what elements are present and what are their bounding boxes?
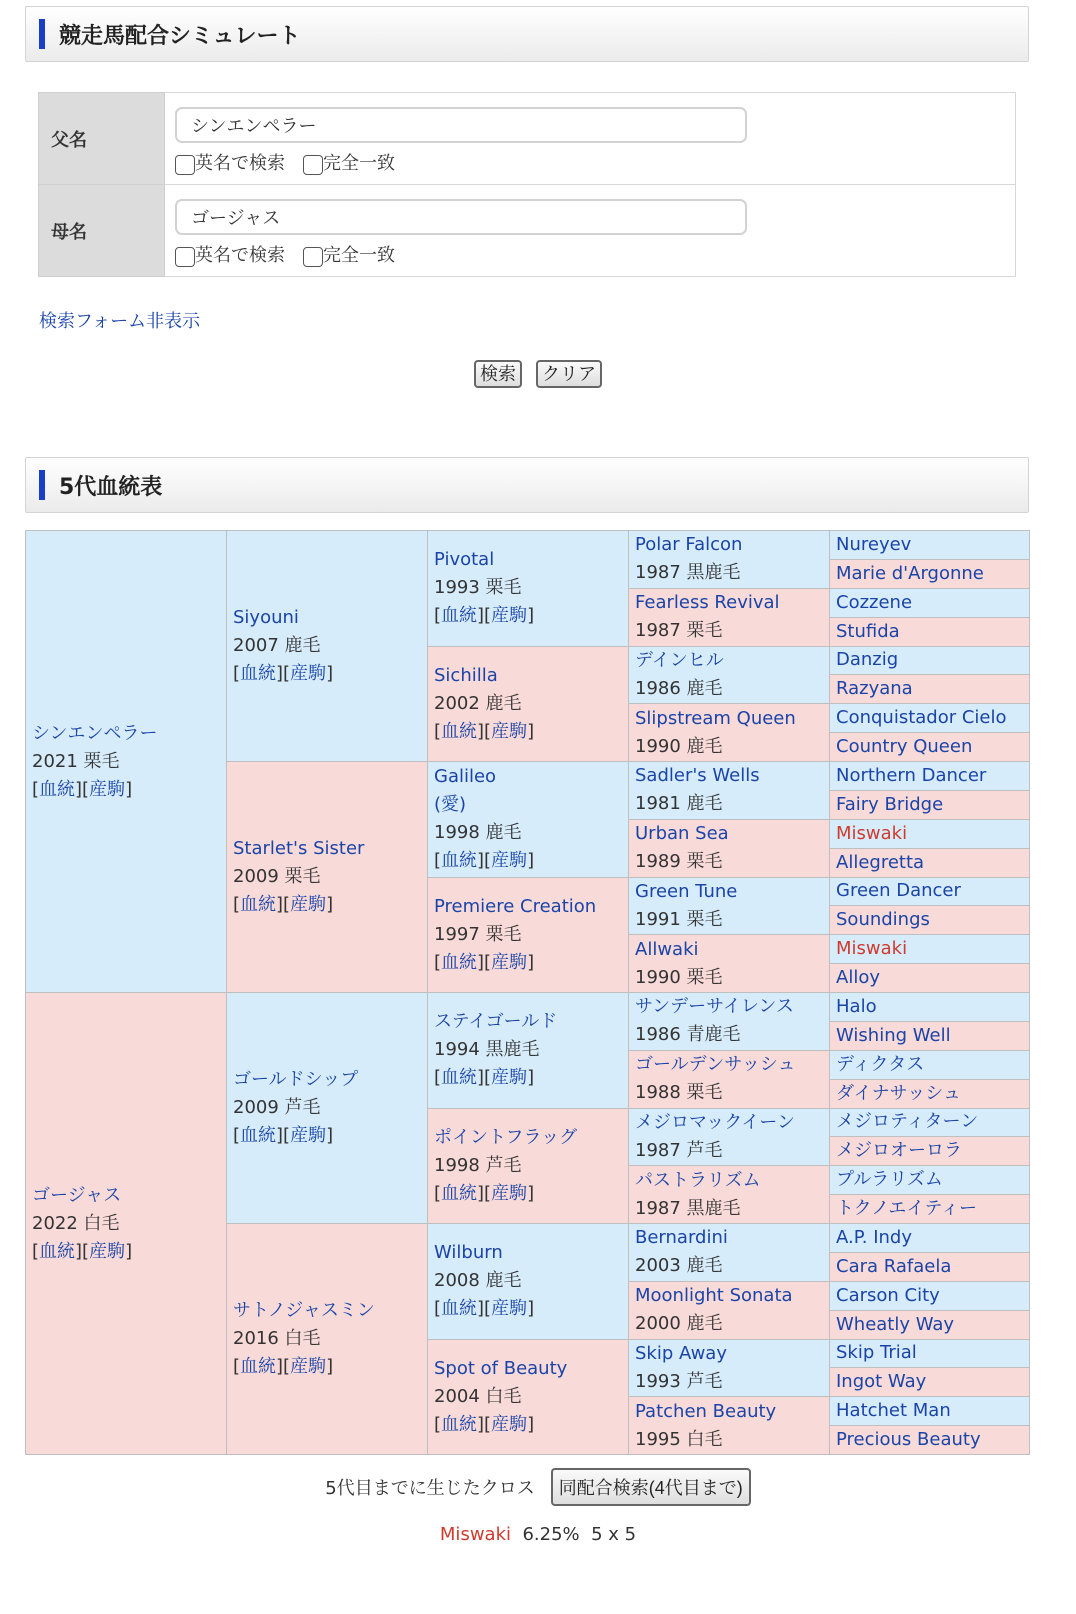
pedigree-cell-g4: [629, 1224, 830, 1282]
cross-pattern: 5 x 5: [591, 1524, 637, 1545]
horse-name[interactable]: Moonlight Sonata: [635, 1285, 793, 1307]
cross-horse-name[interactable]: Miswaki: [439, 1524, 511, 1545]
horse-name[interactable]: Carson City: [836, 1284, 940, 1306]
pedigree-cell-g5: [830, 877, 1030, 906]
horse-info: 1981 鹿毛: [635, 793, 723, 815]
horse-name[interactable]: Slipstream Queen: [635, 707, 796, 729]
horse-links: [血統][産駒]: [233, 894, 334, 915]
pedigree-cell-g1: [26, 993, 227, 1455]
horse-info: 1986 青鹿毛: [635, 1024, 741, 1046]
horse-name[interactable]: Sichilla: [434, 664, 498, 686]
pedigree-link[interactable]: 血統: [240, 1356, 277, 1377]
pedigree-cell-g4: [629, 935, 830, 993]
horse-name[interactable]: Conquistador Cielo: [836, 707, 1007, 729]
horse-info: 1991 栗毛: [635, 908, 723, 930]
horse-name[interactable]: ステイゴールド: [434, 1011, 558, 1033]
horse-links: [血統][産駒]: [434, 605, 535, 627]
pedigree-cell-g2: [227, 762, 428, 993]
horse-info: 2000 鹿毛: [635, 1313, 723, 1335]
horse-name[interactable]: Skip Away: [635, 1342, 727, 1364]
horse-links: [血統][産駒]: [434, 951, 535, 973]
pedigree-cell-g5: [830, 704, 1030, 733]
pedigree-cell-g2: [227, 1224, 428, 1455]
horse-name[interactable]: Sadler's Wells: [635, 765, 760, 787]
pedigree-cell-g5: [830, 1368, 1030, 1397]
pedigree-cell-g4: [629, 877, 830, 935]
horse-name[interactable]: Cara Rafaela: [836, 1255, 952, 1277]
pedigree-cell-g5: [830, 675, 1030, 704]
pedigree-link[interactable]: 血統: [441, 1182, 478, 1204]
pedigree-cell-g3: [428, 646, 629, 762]
horse-links: [血統][産駒]: [434, 1413, 535, 1435]
sire-english-option[interactable]: [175, 149, 285, 175]
sire-english-label: 英名で検索: [195, 152, 285, 174]
sire-label: 父名: [39, 93, 165, 185]
pedigree-row: [26, 531, 1030, 560]
horse-name[interactable]: Green Tune: [635, 880, 738, 902]
horse-name[interactable]: ゴールドシップ: [233, 1069, 359, 1090]
horse-info: 1993 栗毛: [434, 577, 522, 599]
horse-info: 1990 鹿毛: [635, 735, 723, 757]
pedigree-cell-g3: [428, 993, 629, 1109]
horse-name[interactable]: Galileo: [434, 766, 497, 788]
horse-name[interactable]: Precious Beauty: [836, 1429, 981, 1451]
sire-exact-label: 完全一致: [323, 152, 395, 174]
pedigree-cell-g5: [830, 1079, 1030, 1108]
horse-name[interactable]: サトノジャスミン: [233, 1300, 375, 1321]
dam-english-option[interactable]: [175, 241, 285, 267]
pedigree-cell-g4: [629, 819, 830, 877]
pedigree-cell-g5: [830, 848, 1030, 877]
search-button[interactable]: 検索: [474, 360, 522, 388]
horse-name[interactable]: Pivotal: [434, 549, 495, 571]
horse-name[interactable]: Fairy Bridge: [836, 793, 944, 815]
horse-info: 2007 鹿毛: [233, 635, 321, 656]
pedigree-cell-g4: [629, 1339, 830, 1397]
section-title-simulate: 競走馬配合シミュレート: [59, 23, 301, 49]
horse-origin: (愛): [434, 794, 467, 816]
horse-info: 2021 栗毛: [32, 750, 120, 772]
pedigree-cell-g3: [428, 762, 629, 878]
horse-links: [血統][産駒]: [233, 663, 334, 684]
sire-exact-checkbox[interactable]: [303, 155, 323, 175]
pedigree-cell-g5: [830, 1166, 1030, 1195]
horse-name[interactable]: メジロマックイーン: [635, 1111, 796, 1133]
sire-english-checkbox[interactable]: [175, 155, 195, 175]
horse-name[interactable]: Halo: [836, 995, 877, 1017]
pedigree-cell-g1: [26, 531, 227, 993]
pedigree-cell-g4: [629, 531, 830, 589]
pedigree-cell-g5: [830, 1281, 1030, 1310]
horse-info: 1987 黒鹿毛: [635, 1197, 741, 1219]
horse-info: 1994 黒鹿毛: [434, 1039, 540, 1061]
progeny-link[interactable]: 産駒: [491, 1298, 528, 1320]
pedigree-cell-g5: [830, 762, 1030, 791]
pedigree-cell-g5: [830, 1021, 1030, 1050]
pedigree-cell-g5: [830, 733, 1030, 762]
pedigree-cell-g2: [227, 993, 428, 1224]
pedigree-cell-g4: [629, 1281, 830, 1339]
horse-info: 1990 栗毛: [635, 966, 723, 988]
pedigree-cell-g3: [428, 1339, 629, 1455]
horse-links: [血統][産駒]: [434, 1298, 535, 1320]
pedigree-link[interactable]: 血統: [441, 720, 478, 742]
cross-section: [0, 1468, 1076, 1506]
pedigree-table: [25, 530, 1030, 1455]
progeny-link[interactable]: 産駒: [290, 894, 327, 915]
horse-name[interactable]: Cozzene: [836, 591, 913, 613]
horse-name[interactable]: ゴージャス: [32, 1184, 122, 1206]
horse-info: 1997 栗毛: [434, 923, 522, 945]
horse-name[interactable]: Skip Trial: [836, 1342, 917, 1364]
sire-name-input[interactable]: シンエンペラー: [175, 107, 747, 143]
horse-info: 1993 芦毛: [635, 1370, 723, 1392]
pedigree-cell-g5: [830, 1397, 1030, 1426]
progeny-link[interactable]: 産駒: [491, 1413, 528, 1435]
horse-info: 1998 芦毛: [434, 1154, 522, 1176]
horse-name[interactable]: メジロティターン: [836, 1111, 979, 1133]
progeny-link[interactable]: 産駒: [89, 1240, 126, 1262]
dam-english-checkbox[interactable]: [175, 247, 195, 267]
pedigree-link[interactable]: 血統: [441, 1298, 478, 1320]
horse-name[interactable]: Country Queen: [836, 736, 973, 758]
sire-exact-option[interactable]: [303, 149, 395, 175]
dam-english-label: 英名で検索: [195, 244, 285, 266]
horse-links: [血統][産駒]: [434, 720, 535, 742]
dam-row: [39, 185, 1016, 277]
pedigree-cell-g4: [629, 1166, 830, 1224]
horse-name[interactable]: デインヒル: [635, 649, 724, 671]
horse-links: [血統][産駒]: [233, 1125, 334, 1146]
horse-name[interactable]: トクノエイティー: [836, 1198, 977, 1220]
pedigree-cell-g5: [830, 906, 1030, 935]
horse-name[interactable]: ディクタス: [836, 1053, 925, 1075]
horse-name[interactable]: Allwaki: [635, 938, 699, 960]
dam-exact-checkbox[interactable]: [303, 247, 323, 267]
horse-info: 1998 鹿毛: [434, 822, 522, 844]
horse-info: 1989 栗毛: [635, 851, 723, 873]
horse-name[interactable]: メジロオーロラ: [836, 1140, 962, 1162]
horse-info: 2009 栗毛: [233, 866, 321, 887]
pedigree-cell-g4: [629, 1397, 830, 1455]
horse-links: [血統][産駒]: [32, 778, 133, 800]
horse-name[interactable]: プルラリズム: [836, 1169, 943, 1191]
horse-name[interactable]: Northern Dancer: [836, 764, 987, 786]
horse-name[interactable]: Hatchet Man: [836, 1400, 951, 1422]
pedigree-cell-g4: [629, 993, 830, 1051]
pedigree-cell-g5: [830, 1426, 1030, 1455]
horse-info: 2004 白毛: [434, 1385, 522, 1407]
horse-info: 2016 白毛: [233, 1328, 321, 1349]
horse-name[interactable]: Stufida: [836, 620, 900, 642]
pedigree-cell-g5: [830, 935, 1030, 964]
pedigree-row: [26, 993, 1030, 1022]
pedigree-cell-g4: [629, 588, 830, 646]
horse-name[interactable]: Miswaki: [836, 822, 908, 844]
horse-info: 1988 栗毛: [635, 1082, 723, 1104]
pedigree-cell-g5: [830, 1339, 1030, 1368]
horse-info: 2022 白毛: [32, 1212, 120, 1234]
clear-button[interactable]: クリア: [536, 360, 602, 388]
pedigree-cell-g4: [629, 762, 830, 820]
horse-name[interactable]: ゴールデンサッシュ: [635, 1054, 796, 1076]
pedigree-cell-g5: [830, 819, 1030, 848]
dam-exact-option[interactable]: [303, 241, 395, 267]
horse-name[interactable]: Siyouni: [233, 607, 299, 628]
horse-name[interactable]: Soundings: [836, 909, 930, 931]
pedigree-link[interactable]: 血統: [441, 951, 478, 973]
progeny-link[interactable]: 産駒: [290, 663, 327, 684]
form-buttons: [0, 360, 1076, 388]
horse-info: 2002 鹿毛: [434, 692, 522, 714]
horse-name[interactable]: Ingot Way: [836, 1371, 927, 1393]
horse-name[interactable]: Alloy: [836, 967, 880, 989]
horse-name[interactable]: ダイナサッシュ: [836, 1082, 961, 1104]
pedigree-cell-g4: [629, 1050, 830, 1108]
dam-exact-label: 完全一致: [323, 244, 395, 266]
horse-info: 1987 黒鹿毛: [635, 562, 741, 584]
horse-links: [血統][産駒]: [32, 1240, 133, 1262]
section-title-pedigree: 5代血統表: [59, 474, 163, 500]
pedigree-cell-g5: [830, 964, 1030, 993]
horse-info: 1987 芦毛: [635, 1139, 723, 1161]
pedigree-cell-g5: [830, 1108, 1030, 1137]
horse-name[interactable]: Danzig: [836, 649, 899, 671]
horse-name[interactable]: ポイントフラッグ: [434, 1126, 578, 1148]
horse-name[interactable]: A.P. Indy: [836, 1226, 913, 1248]
progeny-link[interactable]: 産駒: [491, 1067, 528, 1089]
pedigree-link[interactable]: 血統: [240, 1125, 277, 1146]
pedigree-cell-g3: [428, 877, 629, 993]
pedigree-link[interactable]: 血統: [240, 663, 277, 684]
search-form: [38, 92, 1016, 277]
pedigree-cell-g5: [830, 646, 1030, 675]
horse-name[interactable]: Starlet's Sister: [233, 838, 365, 859]
horse-name[interactable]: Green Dancer: [836, 880, 961, 902]
pedigree-cell-g3: [428, 1108, 629, 1224]
pedigree-cell-g5: [830, 531, 1030, 560]
section-header-pedigree: [25, 457, 1029, 513]
horse-info: 2009 芦毛: [233, 1097, 321, 1118]
horse-info: 1986 鹿毛: [635, 677, 723, 699]
horse-name[interactable]: Nureyev: [836, 533, 912, 555]
horse-name[interactable]: Allegretta: [836, 851, 925, 873]
header-accent-bar: [39, 470, 45, 500]
pedigree-cell-g2: [227, 531, 428, 762]
pedigree-cell-g5: [830, 1137, 1030, 1166]
pedigree-cell-g5: [830, 1252, 1030, 1281]
dam-label: 母名: [39, 185, 165, 277]
progeny-link[interactable]: 産駒: [491, 951, 528, 973]
pedigree-link[interactable]: 血統: [441, 850, 478, 872]
horse-info: 2003 鹿毛: [635, 1255, 723, 1277]
dam-name-input[interactable]: ゴージャス: [175, 199, 747, 235]
pedigree-cell-g4: [629, 646, 830, 704]
cross-result: [0, 1524, 1076, 1545]
horse-name[interactable]: パストラリズム: [635, 1169, 761, 1191]
horse-info: 1995 白毛: [635, 1428, 723, 1450]
pedigree-cell-g5: [830, 1310, 1030, 1339]
horse-name[interactable]: Spot of Beauty: [434, 1357, 568, 1379]
pedigree-link[interactable]: 血統: [441, 605, 478, 627]
horse-links: [血統][産駒]: [233, 1356, 334, 1377]
pedigree-cell-g5: [830, 617, 1030, 646]
pedigree-cell-g5: [830, 1195, 1030, 1224]
sire-row: [39, 93, 1016, 185]
horse-links: [血統][産駒]: [434, 1182, 535, 1204]
horse-name[interactable]: Wilburn: [434, 1242, 503, 1264]
horse-name[interactable]: Patchen Beauty: [635, 1400, 777, 1422]
pedigree-cell-g5: [830, 559, 1030, 588]
header-accent-bar: [39, 19, 45, 49]
same-mating-search-button[interactable]: 同配合検索(4代目まで): [551, 1468, 751, 1506]
horse-links: [血統][産駒]: [434, 850, 535, 872]
horse-name[interactable]: Wheatly Way: [836, 1313, 955, 1335]
horse-name[interactable]: Urban Sea: [635, 823, 729, 845]
section-header-simulate: [25, 6, 1029, 62]
horse-info: 2008 鹿毛: [434, 1270, 522, 1292]
progeny-link[interactable]: 産駒: [290, 1356, 327, 1377]
progeny-link[interactable]: 産駒: [491, 720, 528, 742]
pedigree-link[interactable]: 血統: [441, 1413, 478, 1435]
horse-name[interactable]: Fearless Revival: [635, 592, 780, 614]
horse-name[interactable]: Razyana: [836, 678, 913, 700]
pedigree-cell-g4: [629, 704, 830, 762]
progeny-link[interactable]: 産駒: [491, 850, 528, 872]
progeny-link[interactable]: 産駒: [491, 1182, 528, 1204]
pedigree-link[interactable]: 血統: [39, 1240, 76, 1262]
horse-name[interactable]: Marie d'Argonne: [836, 562, 984, 584]
horse-name[interactable]: Wishing Well: [836, 1024, 951, 1046]
pedigree-cell-g3: [428, 531, 629, 647]
pedigree-cell-g5: [830, 1224, 1030, 1253]
pedigree-cell-g5: [830, 1050, 1030, 1079]
horse-name[interactable]: Premiere Creation: [434, 895, 597, 917]
horse-name[interactable]: シンエンペラー: [32, 722, 158, 744]
progeny-link[interactable]: 産駒: [491, 605, 528, 627]
hide-search-form-link[interactable]: 検索フォーム非表示: [39, 311, 201, 332]
horse-info: 1987 栗毛: [635, 620, 723, 642]
progeny-link[interactable]: 産駒: [89, 778, 126, 800]
progeny-link[interactable]: 産駒: [290, 1125, 327, 1146]
pedigree-link[interactable]: 血統: [240, 894, 277, 915]
horse-name[interactable]: サンデーサイレンス: [635, 996, 794, 1018]
horse-name[interactable]: Miswaki: [836, 938, 908, 960]
pedigree-cell-g3: [428, 1224, 629, 1340]
pedigree-cell-g5: [830, 993, 1030, 1022]
pedigree-cell-g5: [830, 790, 1030, 819]
pedigree-link[interactable]: 血統: [39, 778, 76, 800]
pedigree-cell-g5: [830, 588, 1030, 617]
horse-name[interactable]: Polar Falcon: [635, 534, 743, 556]
horse-links: [血統][産駒]: [434, 1067, 535, 1089]
cross-label: 5代目までに生じたクロス: [325, 1478, 535, 1499]
pedigree-cell-g4: [629, 1108, 830, 1166]
horse-name[interactable]: Bernardini: [635, 1227, 728, 1249]
pedigree-link[interactable]: 血統: [441, 1067, 478, 1089]
cross-percentage: 6.25%: [522, 1524, 580, 1545]
